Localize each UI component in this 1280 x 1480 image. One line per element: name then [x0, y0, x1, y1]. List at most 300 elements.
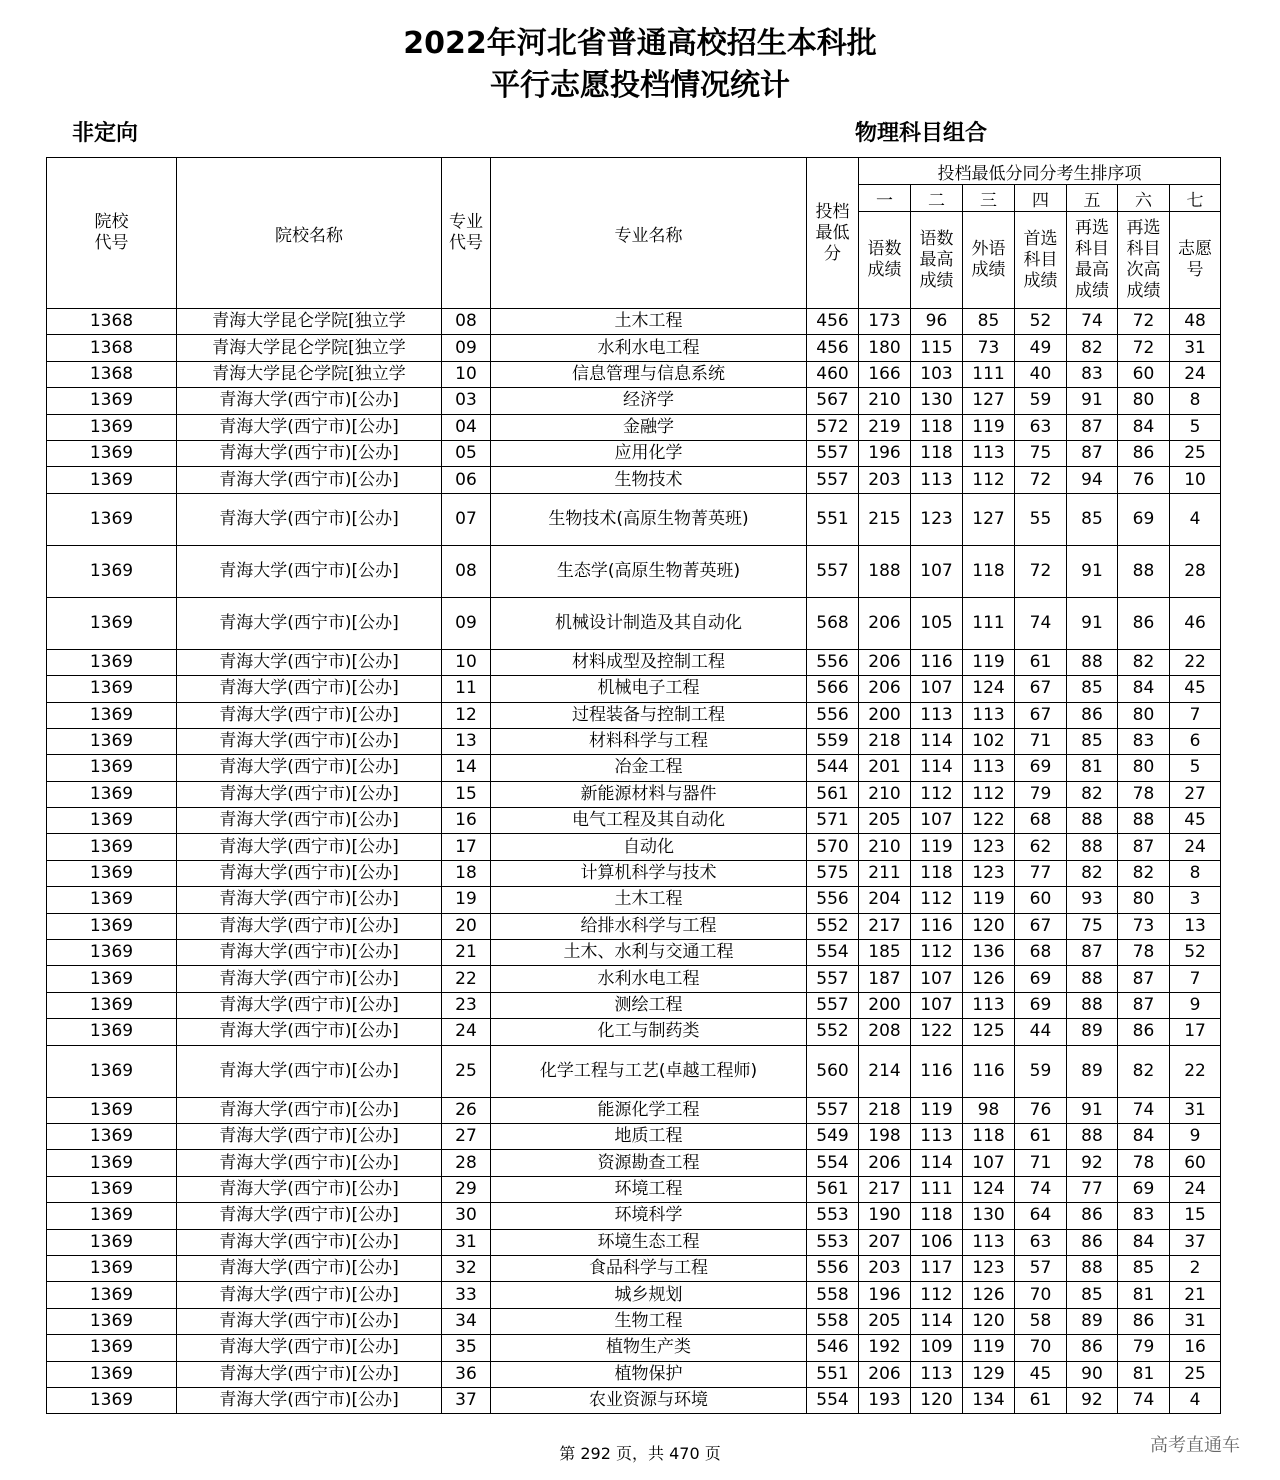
school-code-cell: 1369 [47, 545, 177, 597]
rank-value-cell: 61 [1015, 649, 1067, 675]
rank-value-cell: 85 [1067, 1282, 1118, 1308]
rank-value-cell: 130 [963, 1203, 1015, 1229]
rank-value-cell: 72 [1015, 467, 1067, 493]
rank-value-cell: 8 [1170, 860, 1221, 886]
school-name-cell: 青海大学(西宁市)[公办] [177, 1176, 442, 1202]
rank-value-cell: 84 [1118, 1123, 1170, 1149]
rank-value-cell: 87 [1067, 940, 1118, 966]
rank-value-cell: 71 [1015, 728, 1067, 754]
rank-value-cell: 67 [1015, 676, 1067, 702]
rank-value-cell: 120 [911, 1387, 963, 1413]
school-code-cell: 1369 [47, 887, 177, 913]
school-name-cell: 青海大学(西宁市)[公办] [177, 940, 442, 966]
rank-value-cell: 82 [1067, 781, 1118, 807]
min-score-cell: 549 [807, 1123, 859, 1149]
school-code-cell: 1369 [47, 702, 177, 728]
rank-value-cell: 60 [1015, 887, 1067, 913]
rank-value-cell: 113 [963, 992, 1015, 1018]
rank-value-cell: 78 [1118, 1150, 1170, 1176]
rank-value-cell: 74 [1067, 309, 1118, 335]
rank-value-cell: 98 [963, 1097, 1015, 1123]
rank-value-cell: 111 [963, 597, 1015, 649]
rank-value-cell: 74 [1118, 1387, 1170, 1413]
rank-value-cell: 206 [859, 676, 911, 702]
rank-value-cell: 88 [1067, 834, 1118, 860]
major-name-cell: 植物保护 [491, 1361, 807, 1387]
table-row [47, 1282, 1221, 1308]
rank-value-cell: 122 [911, 1019, 963, 1045]
rank-value-cell: 7 [1170, 966, 1221, 992]
rank-value-cell: 5 [1170, 755, 1221, 781]
rank-value-cell: 49 [1015, 335, 1067, 361]
min-score-cell: 561 [807, 1176, 859, 1202]
rank-value-cell: 31 [1170, 1097, 1221, 1123]
rank-value-cell: 73 [963, 335, 1015, 361]
rank-value-cell: 88 [1067, 1255, 1118, 1281]
major-name-cell: 过程装备与控制工程 [491, 702, 807, 728]
table-row [47, 992, 1221, 1018]
rank-value-cell: 116 [911, 913, 963, 939]
rank-value-cell: 88 [1118, 545, 1170, 597]
major-code-cell: 34 [442, 1308, 491, 1334]
rank-value-cell: 112 [911, 781, 963, 807]
table-row [47, 597, 1221, 649]
school-code-cell: 1369 [47, 1308, 177, 1334]
rank-value-cell: 93 [1067, 887, 1118, 913]
rank-value-cell: 61 [1015, 1387, 1067, 1413]
min-score-cell: 559 [807, 728, 859, 754]
rank-value-cell: 107 [911, 808, 963, 834]
school-code-cell: 1369 [47, 1282, 177, 1308]
header-rank-item-2: 语数最高成绩 [911, 212, 963, 309]
min-score-cell: 558 [807, 1308, 859, 1334]
major-name-cell: 地质工程 [491, 1123, 807, 1149]
rank-value-cell: 70 [1015, 1335, 1067, 1361]
table-row [47, 887, 1221, 913]
rank-value-cell: 5 [1170, 414, 1221, 440]
table-row [47, 728, 1221, 754]
rank-value-cell: 166 [859, 361, 911, 387]
table-row [47, 834, 1221, 860]
rank-value-cell: 87 [1067, 440, 1118, 466]
rank-value-cell: 207 [859, 1229, 911, 1255]
school-name-cell: 青海大学(西宁市)[公办] [177, 1229, 442, 1255]
school-name-cell: 青海大学(西宁市)[公办] [177, 1123, 442, 1149]
rank-value-cell: 88 [1067, 992, 1118, 1018]
rank-value-cell: 82 [1118, 860, 1170, 886]
rank-value-cell: 78 [1118, 940, 1170, 966]
major-name-cell: 应用化学 [491, 440, 807, 466]
rank-value-cell: 31 [1170, 335, 1221, 361]
rank-value-cell: 46 [1170, 597, 1221, 649]
min-score-cell: 557 [807, 1097, 859, 1123]
category-label: 非定向 [72, 121, 139, 146]
rank-value-cell: 193 [859, 1387, 911, 1413]
rank-value-cell: 88 [1067, 966, 1118, 992]
school-code-cell: 1369 [47, 728, 177, 754]
rank-value-cell: 57 [1015, 1255, 1067, 1281]
rank-value-cell: 75 [1067, 913, 1118, 939]
major-code-cell: 27 [442, 1123, 491, 1149]
rank-value-cell: 118 [963, 1123, 1015, 1149]
school-code-cell: 1369 [47, 1203, 177, 1229]
table-row [47, 1308, 1221, 1334]
table-row [47, 649, 1221, 675]
min-score-cell: 456 [807, 335, 859, 361]
rank-value-cell: 117 [911, 1255, 963, 1281]
rank-value-cell: 86 [1067, 1203, 1118, 1229]
school-code-cell: 1369 [47, 940, 177, 966]
school-code-cell: 1369 [47, 966, 177, 992]
rank-value-cell: 126 [963, 1282, 1015, 1308]
school-code-cell: 1369 [47, 414, 177, 440]
rank-value-cell: 136 [963, 940, 1015, 966]
rank-value-cell: 210 [859, 781, 911, 807]
table-row [47, 414, 1221, 440]
rank-value-cell: 79 [1118, 1335, 1170, 1361]
school-name-cell: 青海大学昆仑学院[独立学 [177, 361, 442, 387]
major-name-cell: 生物技术 [491, 467, 807, 493]
major-code-cell: 03 [442, 388, 491, 414]
school-name-cell: 青海大学(西宁市)[公办] [177, 966, 442, 992]
rank-value-cell: 58 [1015, 1308, 1067, 1334]
major-name-cell: 测绘工程 [491, 992, 807, 1018]
header-rank-3: 三 [963, 185, 1015, 212]
rank-value-cell: 44 [1015, 1019, 1067, 1045]
major-code-cell: 08 [442, 309, 491, 335]
min-score-cell: 552 [807, 913, 859, 939]
school-code-cell: 1369 [47, 388, 177, 414]
rank-value-cell: 109 [911, 1335, 963, 1361]
rank-value-cell: 85 [1118, 1255, 1170, 1281]
major-name-cell: 材料成型及控制工程 [491, 649, 807, 675]
major-name-cell: 冶金工程 [491, 755, 807, 781]
school-name-cell: 青海大学(西宁市)[公办] [177, 493, 442, 545]
rank-value-cell: 60 [1118, 361, 1170, 387]
major-name-cell: 机械电子工程 [491, 676, 807, 702]
rank-value-cell: 4 [1170, 493, 1221, 545]
school-code-cell: 1369 [47, 992, 177, 1018]
min-score-cell: 556 [807, 649, 859, 675]
major-code-cell: 32 [442, 1255, 491, 1281]
rank-value-cell: 113 [963, 702, 1015, 728]
page-title: 2022年河北省普通高校招生本科批 [403, 26, 877, 61]
rank-value-cell: 124 [963, 676, 1015, 702]
school-code-cell: 1369 [47, 1176, 177, 1202]
major-name-cell: 环境生态工程 [491, 1229, 807, 1255]
min-score-cell: 560 [807, 1045, 859, 1097]
major-code-cell: 11 [442, 676, 491, 702]
rank-value-cell: 219 [859, 414, 911, 440]
school-name-cell: 青海大学(西宁市)[公办] [177, 913, 442, 939]
rank-value-cell: 89 [1067, 1019, 1118, 1045]
major-name-cell: 机械设计制造及其自动化 [491, 597, 807, 649]
rank-value-cell: 119 [963, 1335, 1015, 1361]
rank-value-cell: 48 [1170, 309, 1221, 335]
min-score-cell: 556 [807, 887, 859, 913]
table-row [47, 940, 1221, 966]
rank-value-cell: 75 [1015, 440, 1067, 466]
rank-value-cell: 114 [911, 1308, 963, 1334]
rank-value-cell: 74 [1015, 1176, 1067, 1202]
table-row [47, 440, 1221, 466]
rank-value-cell: 86 [1067, 1229, 1118, 1255]
rank-value-cell: 87 [1118, 834, 1170, 860]
rank-value-cell: 113 [911, 1361, 963, 1387]
rank-value-cell: 206 [859, 1361, 911, 1387]
school-name-cell: 青海大学(西宁市)[公办] [177, 467, 442, 493]
table-row [47, 361, 1221, 387]
rank-value-cell: 113 [911, 702, 963, 728]
header-rank-item-3: 外语成绩 [963, 212, 1015, 309]
rank-value-cell: 64 [1015, 1203, 1067, 1229]
header-rank-item-6: 再选科目次高成绩 [1118, 212, 1170, 309]
school-name-cell: 青海大学(西宁市)[公办] [177, 1282, 442, 1308]
rank-value-cell: 90 [1067, 1361, 1118, 1387]
major-name-cell: 植物生产类 [491, 1335, 807, 1361]
table-row [47, 702, 1221, 728]
rank-value-cell: 96 [911, 309, 963, 335]
rank-value-cell: 82 [1118, 1045, 1170, 1097]
rank-value-cell: 85 [963, 309, 1015, 335]
rank-value-cell: 180 [859, 335, 911, 361]
admission-table [46, 157, 1221, 1414]
rank-value-cell: 114 [911, 755, 963, 781]
rank-value-cell: 88 [1067, 649, 1118, 675]
rank-value-cell: 89 [1067, 1045, 1118, 1097]
rank-value-cell: 7 [1170, 702, 1221, 728]
rank-value-cell: 15 [1170, 1203, 1221, 1229]
table-row [47, 913, 1221, 939]
rank-value-cell: 10 [1170, 467, 1221, 493]
major-name-cell: 生物技术(高原生物菁英班) [491, 493, 807, 545]
rank-value-cell: 218 [859, 728, 911, 754]
table-row [47, 335, 1221, 361]
rank-value-cell: 103 [911, 361, 963, 387]
header-rank-item-4: 首选科目成绩 [1015, 212, 1067, 309]
rank-value-cell: 55 [1015, 493, 1067, 545]
rank-value-cell: 91 [1067, 1097, 1118, 1123]
rank-value-cell: 81 [1118, 1361, 1170, 1387]
min-score-cell: 554 [807, 1387, 859, 1413]
rank-value-cell: 85 [1067, 676, 1118, 702]
school-code-cell: 1369 [47, 781, 177, 807]
min-score-cell: 552 [807, 1019, 859, 1045]
min-score-cell: 460 [807, 361, 859, 387]
rank-value-cell: 3 [1170, 887, 1221, 913]
table-row [47, 1255, 1221, 1281]
rank-value-cell: 116 [911, 1045, 963, 1097]
major-code-cell: 30 [442, 1203, 491, 1229]
school-code-cell: 1369 [47, 1150, 177, 1176]
page-footer: 第 292 页，共 470 页 [559, 1444, 721, 1463]
major-name-cell: 土木工程 [491, 309, 807, 335]
school-code-cell: 1369 [47, 597, 177, 649]
school-name-cell: 青海大学(西宁市)[公办] [177, 440, 442, 466]
min-score-cell: 566 [807, 676, 859, 702]
school-code-cell: 1369 [47, 676, 177, 702]
header-school-name: 院校名称 [177, 158, 442, 309]
table-row [47, 1150, 1221, 1176]
rank-value-cell: 63 [1015, 1229, 1067, 1255]
rank-value-cell: 80 [1118, 755, 1170, 781]
min-score-cell: 558 [807, 1282, 859, 1308]
rank-value-cell: 83 [1118, 1203, 1170, 1229]
rank-value-cell: 45 [1015, 1361, 1067, 1387]
rank-value-cell: 16 [1170, 1335, 1221, 1361]
table-row [47, 1335, 1221, 1361]
rank-value-cell: 86 [1067, 702, 1118, 728]
rank-value-cell: 123 [963, 834, 1015, 860]
major-code-cell: 14 [442, 755, 491, 781]
rank-value-cell: 87 [1118, 992, 1170, 1018]
rank-value-cell: 6 [1170, 728, 1221, 754]
min-score-cell: 557 [807, 992, 859, 1018]
rank-value-cell: 31 [1170, 1308, 1221, 1334]
rank-value-cell: 68 [1015, 808, 1067, 834]
rank-value-cell: 13 [1170, 913, 1221, 939]
header-rank-7: 七 [1170, 185, 1221, 212]
rank-value-cell: 113 [911, 1123, 963, 1149]
rank-value-cell: 86 [1118, 1308, 1170, 1334]
school-code-cell: 1368 [47, 361, 177, 387]
school-code-cell: 1369 [47, 860, 177, 886]
major-name-cell: 食品科学与工程 [491, 1255, 807, 1281]
min-score-cell: 551 [807, 1361, 859, 1387]
major-name-cell: 信息管理与信息系统 [491, 361, 807, 387]
major-code-cell: 10 [442, 361, 491, 387]
major-code-cell: 33 [442, 1282, 491, 1308]
major-code-cell: 09 [442, 597, 491, 649]
min-score-cell: 556 [807, 702, 859, 728]
table-row [47, 966, 1221, 992]
rank-value-cell: 21 [1170, 1282, 1221, 1308]
rank-value-cell: 107 [911, 966, 963, 992]
rank-value-cell: 112 [911, 887, 963, 913]
major-code-cell: 23 [442, 992, 491, 1018]
school-name-cell: 青海大学昆仑学院[独立学 [177, 309, 442, 335]
rank-value-cell: 115 [911, 335, 963, 361]
rank-value-cell: 79 [1015, 781, 1067, 807]
rank-value-cell: 17 [1170, 1019, 1221, 1045]
rank-value-cell: 196 [859, 1282, 911, 1308]
rank-value-cell: 72 [1118, 309, 1170, 335]
rank-value-cell: 206 [859, 597, 911, 649]
rank-value-cell: 124 [963, 1176, 1015, 1202]
school-name-cell: 青海大学(西宁市)[公办] [177, 1255, 442, 1281]
rank-value-cell: 76 [1015, 1097, 1067, 1123]
major-name-cell: 电气工程及其自动化 [491, 808, 807, 834]
rank-value-cell: 22 [1170, 649, 1221, 675]
rank-value-cell: 127 [963, 493, 1015, 545]
major-code-cell: 24 [442, 1019, 491, 1045]
major-name-cell: 金融学 [491, 414, 807, 440]
rank-value-cell: 118 [911, 1203, 963, 1229]
rank-value-cell: 125 [963, 1019, 1015, 1045]
rank-value-cell: 84 [1118, 1229, 1170, 1255]
rank-value-cell: 45 [1170, 676, 1221, 702]
major-code-cell: 18 [442, 860, 491, 886]
rank-value-cell: 52 [1015, 309, 1067, 335]
rank-value-cell: 78 [1118, 781, 1170, 807]
major-code-cell: 19 [442, 887, 491, 913]
rank-value-cell: 91 [1067, 388, 1118, 414]
rank-value-cell: 82 [1067, 860, 1118, 886]
table-row [47, 493, 1221, 545]
rank-value-cell: 123 [963, 860, 1015, 886]
rank-value-cell: 69 [1015, 755, 1067, 781]
rank-value-cell: 173 [859, 309, 911, 335]
min-score-cell: 554 [807, 940, 859, 966]
rank-value-cell: 198 [859, 1123, 911, 1149]
school-code-cell: 1368 [47, 309, 177, 335]
rank-value-cell: 85 [1067, 728, 1118, 754]
header-rank-item-5: 再选科目最高成绩 [1067, 212, 1118, 309]
rank-value-cell: 67 [1015, 702, 1067, 728]
min-score-cell: 557 [807, 467, 859, 493]
header-rank-4: 四 [1015, 185, 1067, 212]
major-code-cell: 22 [442, 966, 491, 992]
school-name-cell: 青海大学(西宁市)[公办] [177, 1387, 442, 1413]
major-code-cell: 28 [442, 1150, 491, 1176]
rank-value-cell: 123 [963, 1255, 1015, 1281]
major-name-cell: 土木工程 [491, 887, 807, 913]
header-rank-5: 五 [1067, 185, 1118, 212]
rank-value-cell: 28 [1170, 545, 1221, 597]
rank-value-cell: 82 [1118, 649, 1170, 675]
rank-value-cell: 127 [963, 388, 1015, 414]
rank-value-cell: 107 [911, 992, 963, 1018]
rank-value-cell: 73 [1118, 913, 1170, 939]
min-score-cell: 571 [807, 808, 859, 834]
rank-value-cell: 114 [911, 728, 963, 754]
rank-value-cell: 123 [911, 493, 963, 545]
rank-value-cell: 116 [911, 649, 963, 675]
school-code-cell: 1369 [47, 1019, 177, 1045]
rank-value-cell: 118 [911, 860, 963, 886]
rank-value-cell: 113 [963, 755, 1015, 781]
rank-value-cell: 187 [859, 966, 911, 992]
rank-value-cell: 86 [1118, 440, 1170, 466]
major-name-cell: 水利水电工程 [491, 966, 807, 992]
rank-value-cell: 116 [963, 1045, 1015, 1097]
school-name-cell: 青海大学昆仑学院[独立学 [177, 335, 442, 361]
major-code-cell: 21 [442, 940, 491, 966]
table-row [47, 808, 1221, 834]
rank-value-cell: 76 [1118, 467, 1170, 493]
rank-value-cell: 37 [1170, 1229, 1221, 1255]
school-code-cell: 1369 [47, 493, 177, 545]
table-row [47, 1045, 1221, 1097]
rank-value-cell: 215 [859, 493, 911, 545]
header-rank-1: 一 [859, 185, 911, 212]
major-name-cell: 新能源材料与器件 [491, 781, 807, 807]
major-name-cell: 自动化 [491, 834, 807, 860]
rank-value-cell: 211 [859, 860, 911, 886]
rank-value-cell: 107 [911, 545, 963, 597]
major-code-cell: 10 [442, 649, 491, 675]
major-name-cell: 生物工程 [491, 1308, 807, 1334]
major-code-cell: 04 [442, 414, 491, 440]
page-subtitle: 平行志愿投档情况统计 [490, 68, 790, 103]
school-code-cell: 1368 [47, 335, 177, 361]
min-score-cell: 456 [807, 309, 859, 335]
major-code-cell: 13 [442, 728, 491, 754]
major-name-cell: 材料科学与工程 [491, 728, 807, 754]
school-name-cell: 青海大学(西宁市)[公办] [177, 992, 442, 1018]
rank-value-cell: 214 [859, 1045, 911, 1097]
school-name-cell: 青海大学(西宁市)[公办] [177, 414, 442, 440]
